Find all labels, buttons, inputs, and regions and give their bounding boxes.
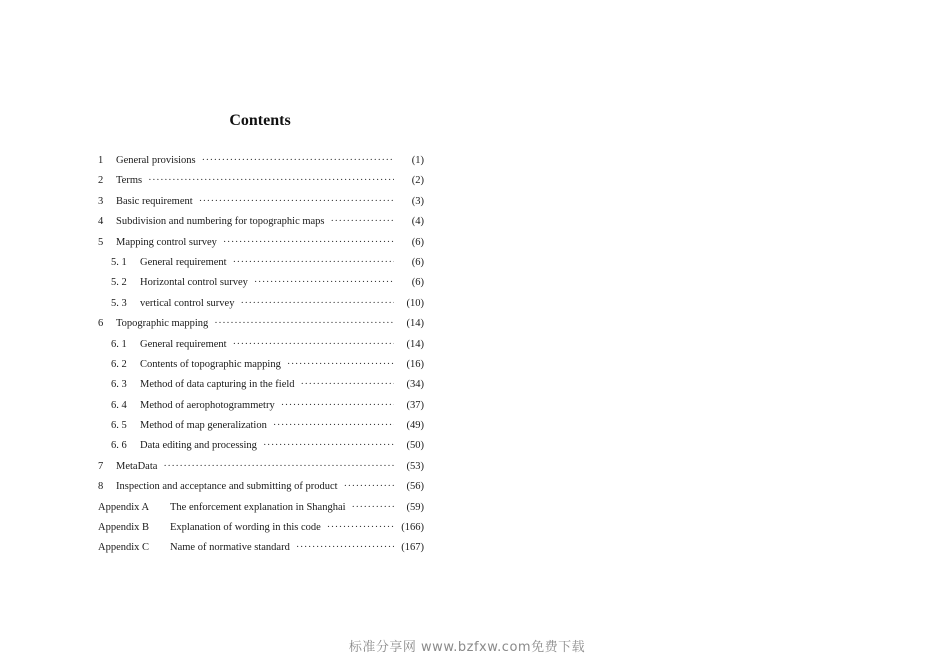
toc-dot-leader [233, 253, 394, 273]
toc-entry [98, 457, 424, 477]
toc-dot-leader [273, 416, 394, 436]
toc-entry-number: 1 [98, 155, 104, 166]
toc-entry-page: (2) [411, 175, 424, 187]
toc-entry [98, 273, 424, 293]
toc-entry-page: (16) [406, 358, 424, 370]
toc-entry-number: 6. 2 [111, 358, 127, 370]
toc-dot-leader [148, 171, 394, 191]
toc-entry-number: 6. 6 [111, 440, 127, 452]
toc-entry-title: vertical control survey [140, 297, 235, 309]
toc-entry-title: Method of map generalization [140, 420, 267, 432]
table-of-contents [98, 151, 424, 559]
toc-entry-page: (50) [406, 440, 424, 452]
toc-dot-leader [240, 294, 394, 314]
toc-dot-leader [202, 151, 394, 171]
toc-entry-title: Inspection and acceptance and submitting of product [116, 481, 338, 493]
toc-entry [98, 477, 424, 497]
toc-entry-title: Data editing and processing [140, 440, 257, 452]
toc-entry [98, 538, 424, 558]
toc-entry-title: General provisions [116, 155, 196, 166]
toc-entry-page: (37) [406, 399, 424, 411]
toc-entry-title: Horizontal control survey [140, 277, 248, 289]
toc-entry [98, 436, 424, 456]
toc-entry-number: 4 [98, 216, 104, 228]
toc-entry-page: (1) [411, 155, 424, 166]
toc-entry-page: (56) [406, 481, 424, 493]
toc-entry-page: (34) [406, 379, 424, 391]
toc-entry-number: Appendix A [98, 501, 150, 513]
toc-dot-leader [254, 273, 394, 293]
toc-entry-number: 6. 3 [111, 379, 127, 391]
toc-entry-page: (59) [406, 501, 424, 513]
toc-entry-number: 5. 2 [111, 277, 127, 289]
toc-dot-leader [352, 498, 394, 518]
toc-entry-page: (14) [406, 338, 424, 350]
toc-entry-page: (3) [411, 195, 424, 207]
toc-entry-number: Appendix C [98, 542, 150, 554]
toc-entry-number: 6. 5 [111, 420, 127, 432]
toc-entry-title: Explanation of wording in this code [170, 522, 321, 534]
toc-entry-page: (53) [406, 460, 424, 472]
toc-dot-leader [263, 436, 394, 456]
toc-entry-number: 3 [98, 195, 104, 207]
toc-entry-title: Method of aerophotogrammetry [140, 399, 275, 411]
contents-title: Contents [229, 112, 291, 129]
toc-entry-page: (14) [406, 318, 424, 330]
toc-entry-page: (6) [411, 256, 424, 268]
watermark-text: 标准分享网 www.bzfxw.com免费下载 [348, 640, 586, 655]
toc-entry-title: Method of data capturing in the field [140, 379, 295, 391]
toc-entry-number: 2 [98, 175, 104, 187]
toc-entry [98, 233, 424, 253]
toc-entry-page: (10) [406, 297, 424, 309]
toc-entry [98, 192, 424, 212]
toc-entry-page: (6) [411, 236, 424, 248]
toc-entry-title: Topographic mapping [116, 318, 209, 330]
toc-entry [98, 396, 424, 416]
toc-entry-number: 6 [98, 318, 104, 330]
toc-entry-number: 6. 4 [111, 399, 127, 411]
toc-dot-leader [301, 375, 394, 395]
toc-entry [98, 314, 424, 334]
toc-entry-title: General requirement [140, 338, 227, 350]
toc-entry-title: The enforcement explanation in Shanghai [170, 501, 346, 513]
toc-dot-leader [163, 457, 394, 477]
toc-entry-title: Name of normative standard [170, 542, 290, 554]
toc-entry [98, 416, 424, 436]
toc-entry-page: (166) [401, 522, 424, 534]
toc-dot-leader [223, 233, 394, 253]
toc-entry-title: General requirement [140, 256, 227, 268]
toc-dot-leader [214, 314, 394, 334]
toc-dot-leader [344, 477, 394, 497]
toc-entry-title: Basic requirement [116, 195, 193, 207]
toc-entry [98, 171, 424, 191]
toc-dot-leader [287, 355, 394, 375]
toc-entry-number: 5 [98, 236, 104, 248]
toc-entry [98, 151, 424, 171]
toc-dot-leader [327, 518, 394, 538]
toc-entry [98, 212, 424, 232]
toc-dot-leader [331, 212, 394, 232]
toc-dot-leader [199, 192, 394, 212]
toc-dot-leader [281, 396, 394, 416]
toc-entry-page: (6) [411, 277, 424, 289]
toc-entry [98, 375, 424, 395]
toc-entry-number: 8 [98, 481, 104, 493]
toc-entry-title: Terms [116, 175, 143, 187]
toc-entry-page: (167) [401, 542, 424, 554]
toc-entry [98, 294, 424, 314]
toc-entry-number: 7 [98, 460, 104, 472]
toc-entry-title: MetaData [116, 460, 158, 472]
toc-entry-number: 5. 3 [111, 297, 127, 309]
toc-entry-page: (4) [411, 216, 424, 228]
toc-entry-page: (49) [406, 420, 424, 432]
toc-entry [98, 355, 424, 375]
toc-entry-title: Mapping control survey [116, 236, 217, 248]
toc-entry [98, 335, 424, 355]
toc-dot-leader [233, 335, 394, 355]
toc-entry-title: Contents of topographic mapping [140, 358, 281, 370]
toc-entry-number: Appendix B [98, 522, 150, 534]
toc-entry [98, 498, 424, 518]
toc-entry-number: 5. 1 [111, 256, 127, 268]
toc-entry [98, 253, 424, 273]
toc-entry-title: Subdivision and numbering for topographic maps [116, 216, 325, 228]
toc-dot-leader [296, 538, 394, 558]
toc-entry [98, 518, 424, 538]
toc-entry-number: 6. 1 [111, 338, 127, 350]
